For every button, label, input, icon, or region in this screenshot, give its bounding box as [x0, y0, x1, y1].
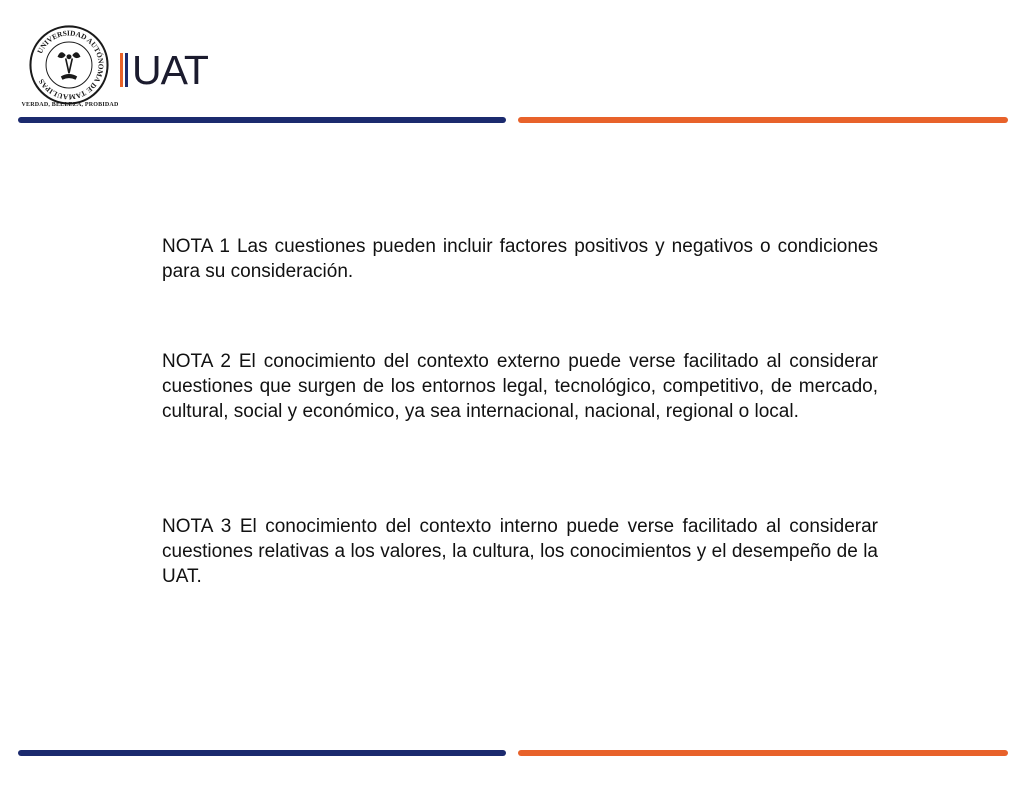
note-2: NOTA 2 El conocimiento del contexto externo puede verse facilitado al considerar cuestiones que surgen de los entornos legal, tecnológico, competitivo, de mercado, cultural, social y económico, ya sea internacional, nacional, regional o local. [162, 351, 878, 422]
note-3: NOTA 3 El conocimiento del contexto interno puede verse facilitado al considerar cuestiones relativas a los valores, la cultura, los conocimientos y el desempeño de la UAT. [162, 516, 878, 587]
header-rule-orange [518, 117, 1008, 123]
wordmark-text: UAT [132, 47, 208, 93]
svg-text:UNIVERSIDAD AUTÓNOMA DE TAMAUL: UNIVERSIDAD AUTÓNOMA DE TAMAULIPAS [35, 28, 106, 102]
university-seal-logo [28, 24, 110, 106]
uat-wordmark-logo [120, 47, 208, 93]
note-1: NOTA 1 Las cuestiones pueden incluir factores positivos y negativos o condiciones para su consideración. [162, 236, 878, 282]
footer-rule-orange [518, 750, 1008, 756]
footer-rule-navy [18, 750, 506, 756]
notes-section [162, 234, 878, 587]
wordmark-orange-bar [120, 53, 123, 87]
wordmark-navy-bar [125, 53, 128, 87]
university-motto: VERDAD, BELLEZA, PROBIDAD [21, 102, 119, 108]
header-rule-navy [18, 117, 506, 123]
